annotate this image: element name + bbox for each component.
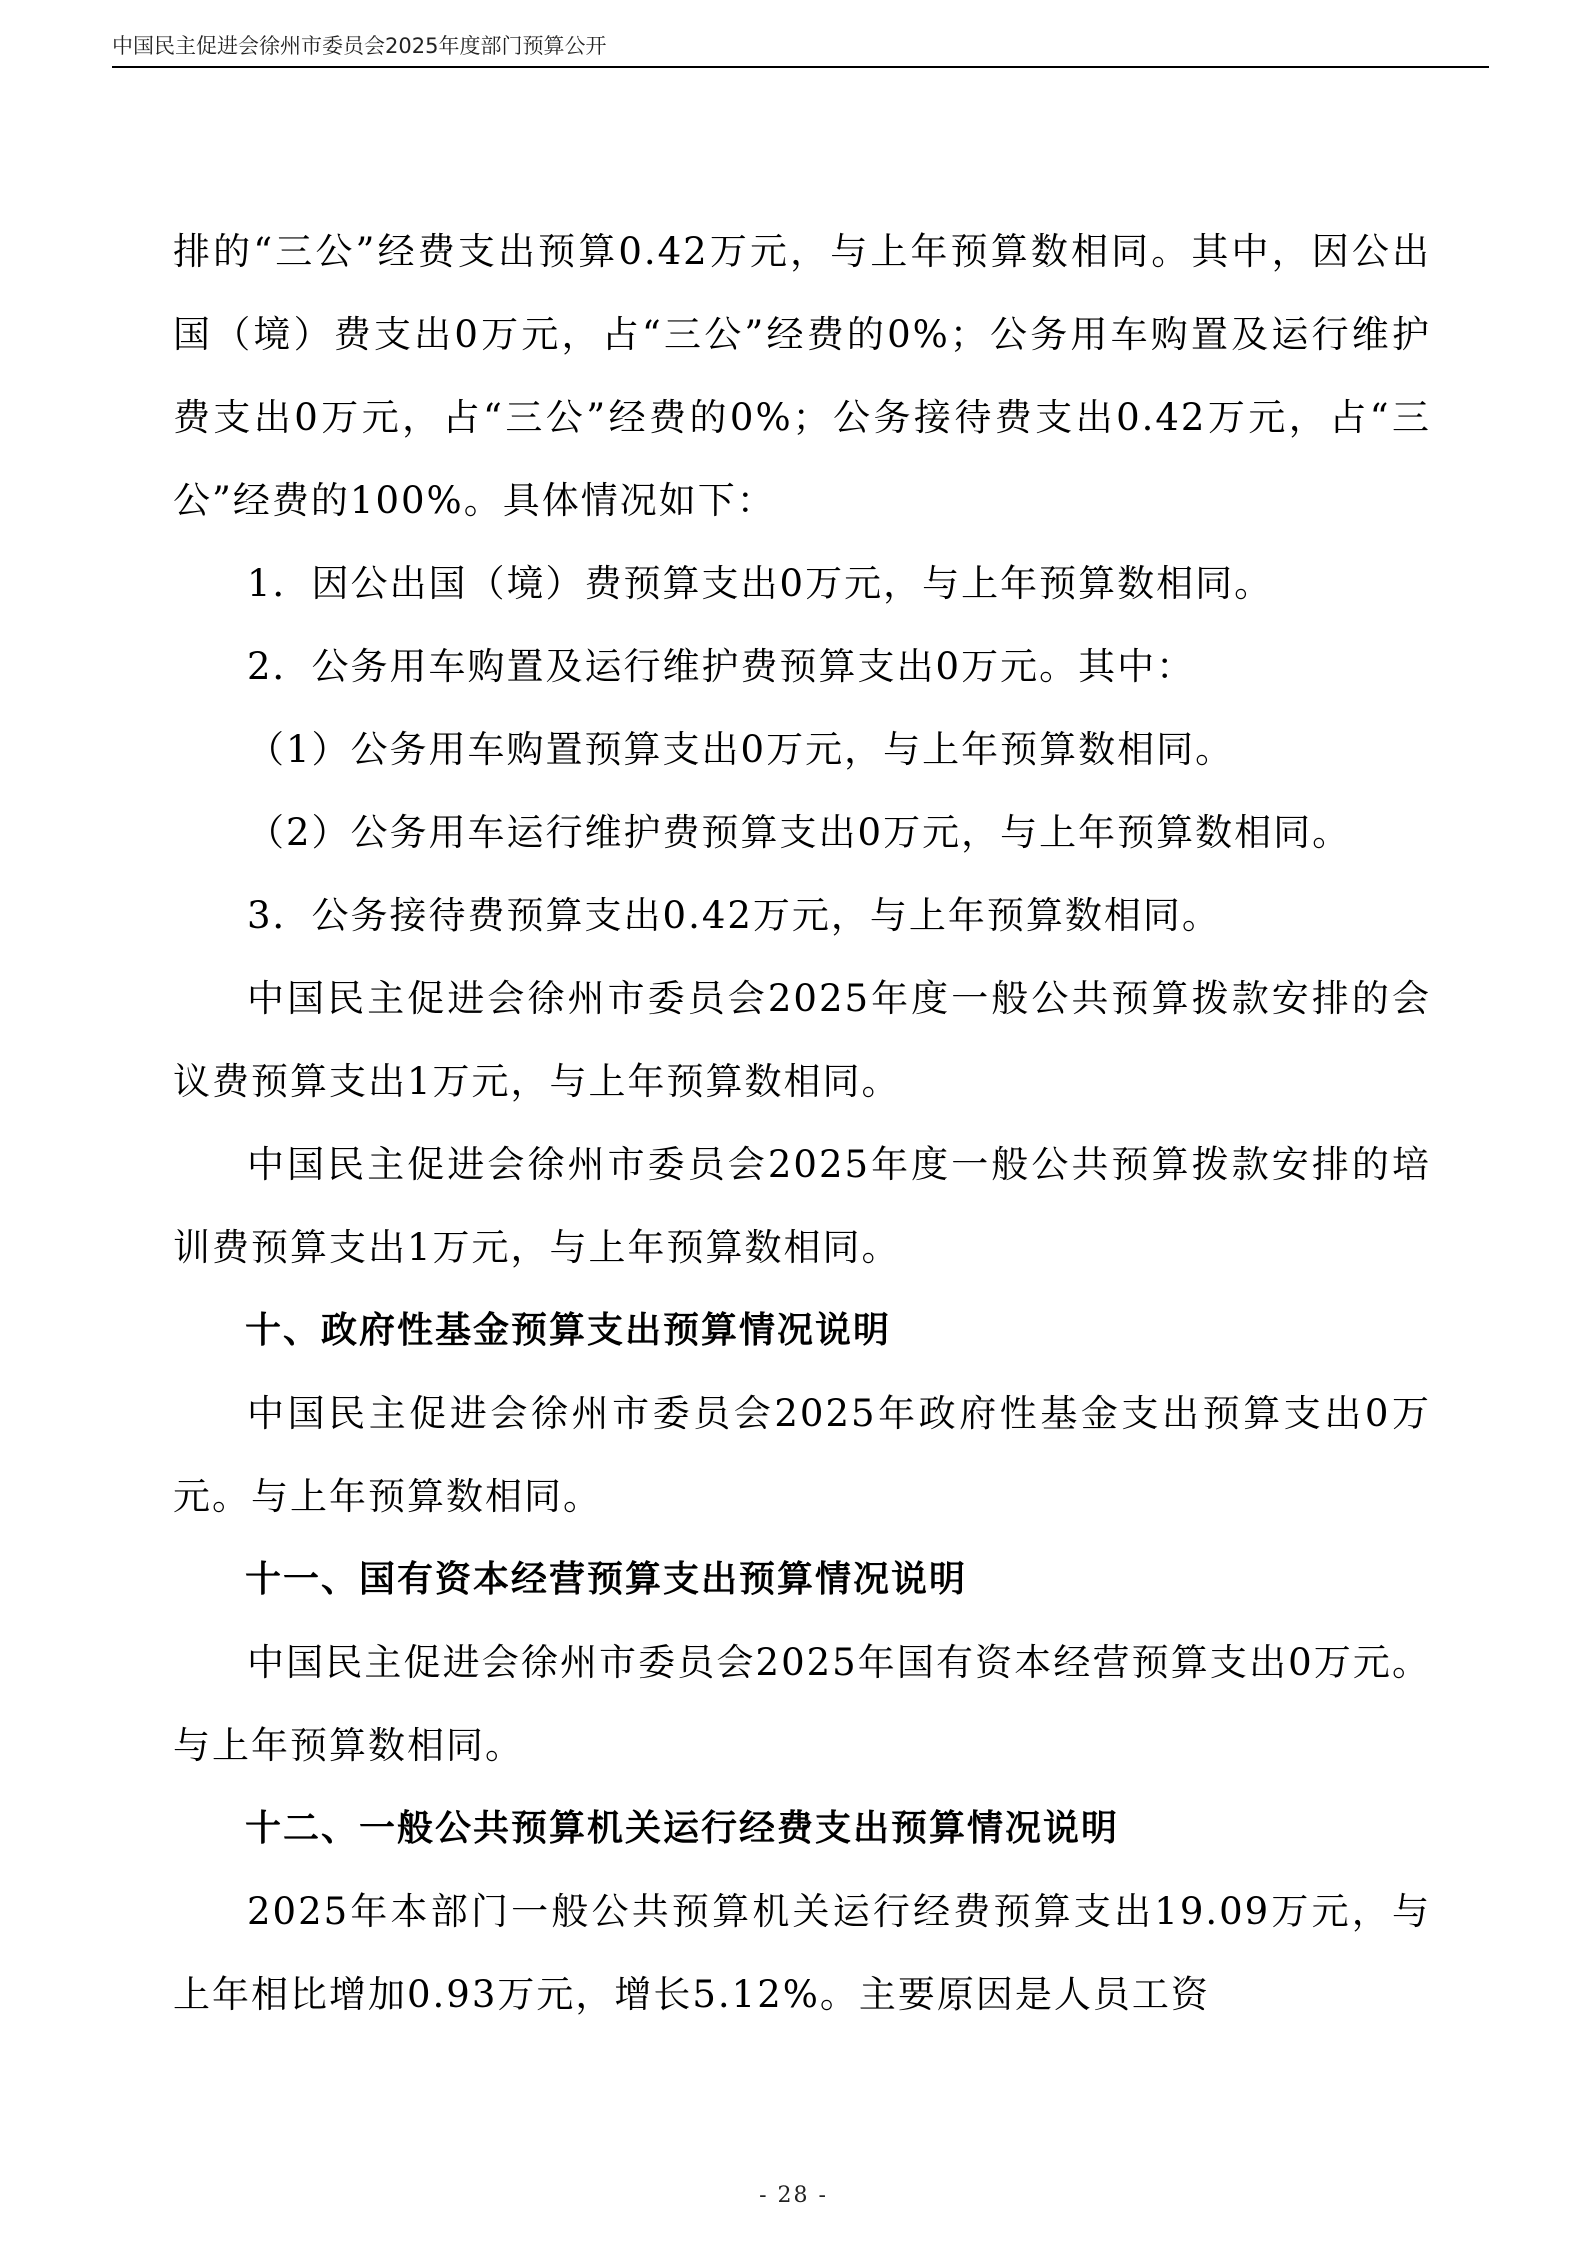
section-heading-11: 十一、国有资本经营预算支出预算情况说明 bbox=[245, 1559, 968, 1600]
paragraph-meeting-fee: 中国民主促进会徐州市委员会2025年度一般公共预算拨款安排的会议费预算支出1万元，与上年预算数相同。 bbox=[173, 977, 1431, 1103]
header-title: 中国民主促进会徐州市委员会2025年度部门预算公开 bbox=[112, 34, 607, 58]
paragraph-operating-expense: 2025年本部门一般公共预算机关运行经费预算支出19.09万元，与上年相比增加0.93万元，增长5.12%。主要原因是人员工资 bbox=[173, 1890, 1431, 2016]
page-header bbox=[112, 28, 1489, 68]
paragraph-vehicle-purchase: （1）公务用车购置预算支出0万元，与上年预算数相同。 bbox=[247, 728, 1235, 771]
paragraph-vehicle-total: 2．公务用车购置及运行维护费预算支出0万元。其中： bbox=[247, 645, 1196, 688]
paragraph-training-fee: 中国民主促进会徐州市委员会2025年度一般公共预算拨款安排的培训费预算支出1万元，与上年预算数相同。 bbox=[173, 1143, 1431, 1269]
paragraph-government-fund: 中国民主促进会徐州市委员会2025年政府性基金支出预算支出0万元。与上年预算数相同。 bbox=[173, 1392, 1431, 1518]
section-heading-10: 十、政府性基金预算支出预算情况说明 bbox=[245, 1310, 892, 1351]
paragraph-state-capital: 中国民主促进会徐州市委员会2025年国有资本经营预算支出0万元。与上年预算数相同。 bbox=[173, 1641, 1431, 1767]
paragraph-three-public-summary: 排的“三公”经费支出预算0.42万元，与上年预算数相同。其中，因公出国（境）费支出0万元，占“三公”经费的0%；公务用车购置及运行维护费支出0万元，占“三公”经费的0%；公务接待费支出0.42万元，占“三公”经费的100%。具体情况如下： bbox=[173, 230, 1431, 522]
page-number: - 28 - bbox=[759, 2183, 828, 2208]
document-body bbox=[173, 210, 1431, 2036]
paragraph-reception: 3．公务接待费预算支出0.42万元，与上年预算数相同。 bbox=[247, 894, 1221, 937]
paragraph-overseas-travel: 1．因公出国（境）费预算支出0万元，与上年预算数相同。 bbox=[247, 562, 1274, 605]
section-heading-12: 十二、一般公共预算机关运行经费支出预算情况说明 bbox=[245, 1808, 1120, 1849]
paragraph-vehicle-maintenance: （2）公务用车运行维护费预算支出0万元，与上年预算数相同。 bbox=[247, 811, 1352, 854]
